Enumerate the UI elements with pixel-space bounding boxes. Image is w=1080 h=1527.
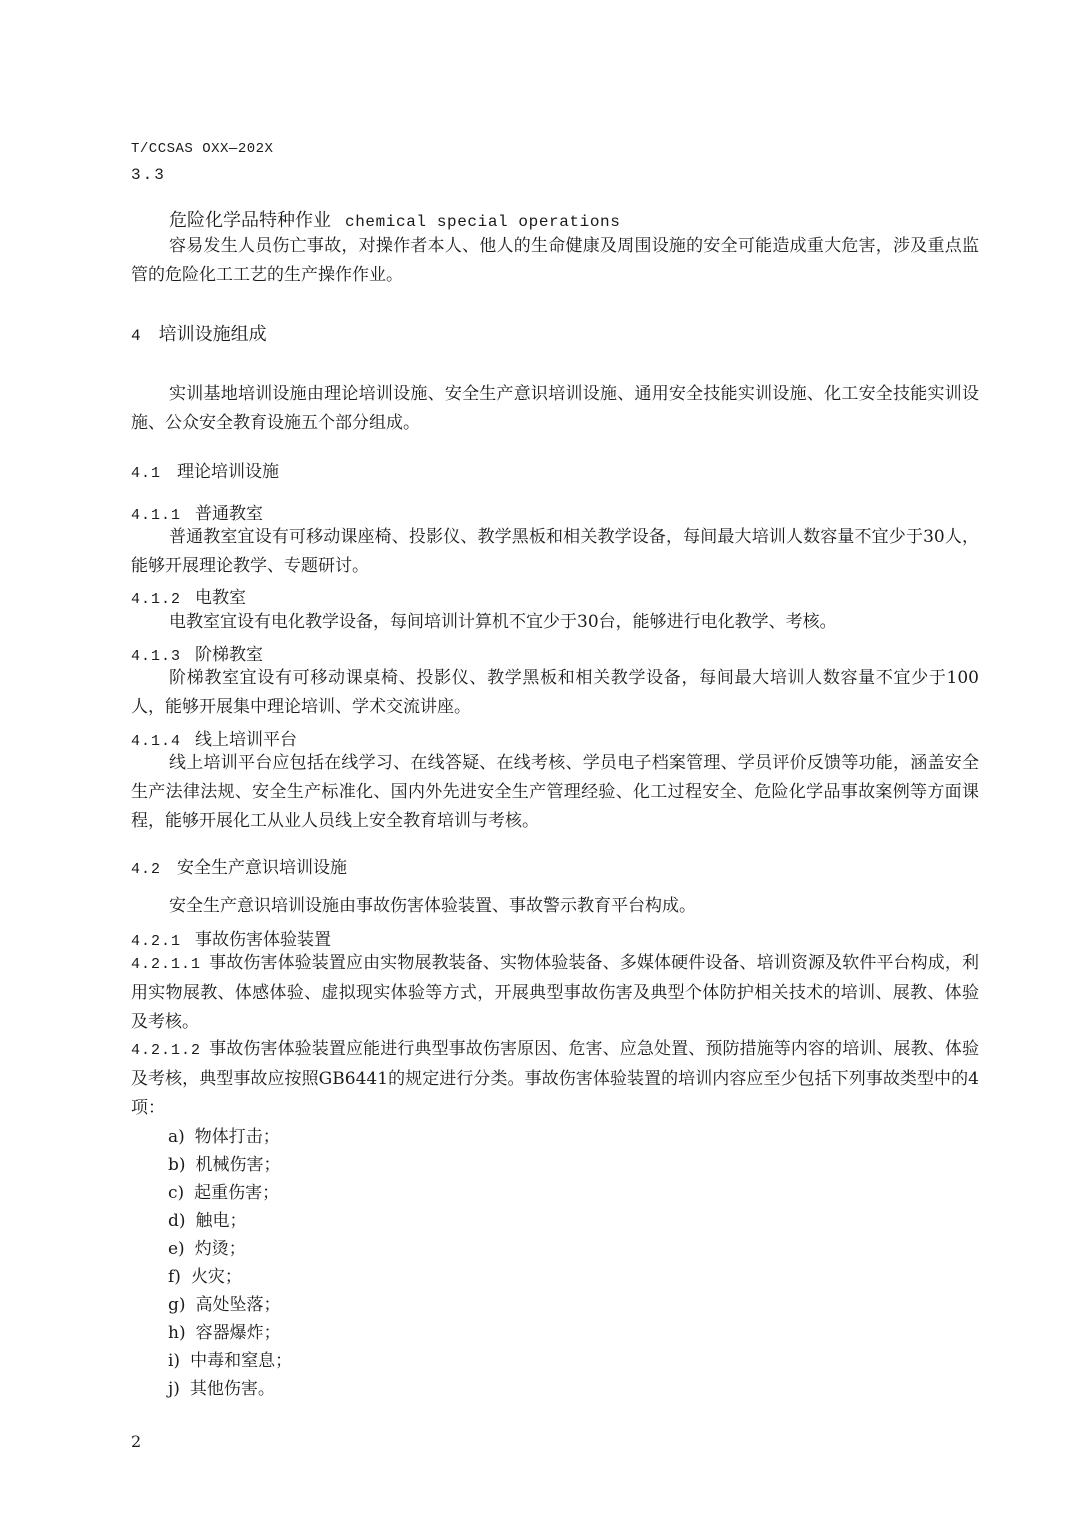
section-4-1-1-text: 普通教室宜设有可移动课座椅、投影仪、教学黑板和相关教学设备，每间最大培训人数容量不宜少于30人，能够开展理论教学、专题研讨。 xyxy=(131,527,979,576)
section-title: 培训设施组成 xyxy=(158,324,267,345)
term-number: 3.3 xyxy=(131,166,166,184)
page-number: 2 xyxy=(131,1432,142,1451)
section-4-2-heading xyxy=(131,853,347,878)
list-item xyxy=(168,1346,292,1371)
clause-text: 事故伤害体验装置应由实物展教装备、实物体验装备、多媒体硬件设备、培训资源及软件平台构成，利用实物展教、体感体验、虚拟现实体验等方式，开展典型事故伤害及典型个体防护相关技术的培训、展教、体验及考核。 xyxy=(131,953,979,1032)
section-4-intro: 实训基地培训设施由理论培训设施、安全生产意识培训设施、通用安全技能实训设施、化工安全技能实训设施、公众安全教育设施五个部分组成。 xyxy=(131,384,979,433)
section-title: 理论培训设施 xyxy=(177,462,280,482)
term-heading xyxy=(169,206,620,232)
section-number: 4.1.3 xyxy=(131,648,182,665)
section-title: 事故伤害体验装置 xyxy=(195,930,332,950)
clause-text: 事故伤害体验装置应能进行典型事故伤害原因、危害、应急处置、预防措施等内容的培训、展教、体验及考核，典型事故应按照GB6441的规定进行分类。事故伤害体验装置的培训内容应至少包括下列事故类型中的4项： xyxy=(131,1039,979,1118)
list-item-label: b) xyxy=(168,1155,186,1175)
section-4-2-intro: 安全生产意识培训设施由事故伤害体验装置、事故警示教育平台构成。 xyxy=(169,896,696,916)
list-item-text: 触电； xyxy=(195,1211,247,1231)
list-item-label: d) xyxy=(168,1211,186,1231)
section-number: 4 xyxy=(131,327,141,345)
list-item-text: 物体打击； xyxy=(194,1127,280,1147)
list-item-text: 机械伤害； xyxy=(195,1155,281,1175)
list-item-label: e) xyxy=(168,1239,185,1259)
section-4-1-2-text: 电教室宜设有电化教学设备，每间培训计算机不宜少于30台，能够进行电化教学、考核。 xyxy=(169,612,837,632)
list-item-label: i) xyxy=(168,1351,181,1371)
section-title: 安全生产意识培训设施 xyxy=(177,858,348,878)
list-item-label: h) xyxy=(168,1323,186,1343)
list-item-label: c) xyxy=(168,1183,185,1203)
list-item xyxy=(168,1290,281,1315)
clause-4-2-1-1 xyxy=(131,949,979,1037)
section-4-2-1-heading xyxy=(131,925,331,950)
list-item-text: 容器爆炸； xyxy=(195,1323,281,1343)
list-item-label: a) xyxy=(168,1127,185,1147)
section-number: 4.1.4 xyxy=(131,733,182,750)
section-4-1-1-heading xyxy=(131,499,263,524)
section-number: 4.1.1 xyxy=(131,507,182,524)
term-title-en: chemical special operations xyxy=(345,213,621,231)
clause-number: 4.2.1.2 xyxy=(131,1042,202,1059)
section-4-1-3-text: 阶梯教室宜设有可移动课桌椅、投影仪、教学黑板和相关教学设备，每间最大培训人数容量不宜少于100人，能够开展集中理论培训、学术交流讲座。 xyxy=(131,668,979,717)
list-item xyxy=(168,1262,242,1287)
section-4-1-3-heading xyxy=(131,640,263,665)
list-item xyxy=(168,1178,279,1203)
section-number: 4.2 xyxy=(131,861,162,878)
section-title: 线上培训平台 xyxy=(195,730,298,750)
section-4-1-4-text: 线上培训平台应包括在线学习、在线答疑、在线考核、学员电子档案管理、学员评价反馈等功能，涵盖安全生产法律法规、安全生产标准化、国内外先进安全生产管理经验、化工过程安全、危险化学品事故案例等方面课程，能够开展化工从业人员线上安全教育培训与考核。 xyxy=(131,753,979,831)
list-item xyxy=(168,1374,275,1399)
list-item-text: 中毒和窒息； xyxy=(190,1351,293,1371)
section-4-heading xyxy=(131,320,267,346)
section-number: 4.1 xyxy=(131,465,162,482)
section-4-1-heading xyxy=(131,457,279,482)
list-item-text: 火灾； xyxy=(190,1267,242,1287)
section-4-1-2-heading xyxy=(131,583,246,608)
section-number: 4.2.1 xyxy=(131,933,182,950)
list-item-text: 起重伤害； xyxy=(194,1183,280,1203)
list-item-text: 高处坠落； xyxy=(195,1295,281,1315)
list-item xyxy=(168,1206,247,1231)
list-item-label: g) xyxy=(168,1295,186,1315)
term-definition: 容易发生人员伤亡事故，对操作者本人、他人的生命健康及周围设施的安全可能造成重大危害，涉及重点监管的危险化工工艺的生产操作作业。 xyxy=(131,236,979,285)
list-item-label: j) xyxy=(168,1379,180,1399)
clause-number: 4.2.1.1 xyxy=(131,956,202,973)
section-title: 阶梯教室 xyxy=(195,645,264,665)
section-title: 电教室 xyxy=(195,588,247,608)
section-title: 普通教室 xyxy=(195,504,264,524)
list-item-text: 灼烫； xyxy=(194,1239,246,1259)
list-item-text: 其他伤害。 xyxy=(189,1379,275,1399)
list-item xyxy=(168,1150,281,1175)
section-number: 4.1.2 xyxy=(131,591,182,608)
standard-code: T/CCSAS OXX—202X xyxy=(131,141,274,157)
list-item xyxy=(168,1234,246,1259)
term-title-cn: 危险化学品特种作业 xyxy=(169,210,331,231)
list-item-label: f) xyxy=(168,1267,181,1287)
section-4-1-4-heading xyxy=(131,725,297,750)
list-item xyxy=(168,1122,280,1147)
clause-4-2-1-2 xyxy=(131,1035,979,1123)
list-item xyxy=(168,1318,281,1343)
